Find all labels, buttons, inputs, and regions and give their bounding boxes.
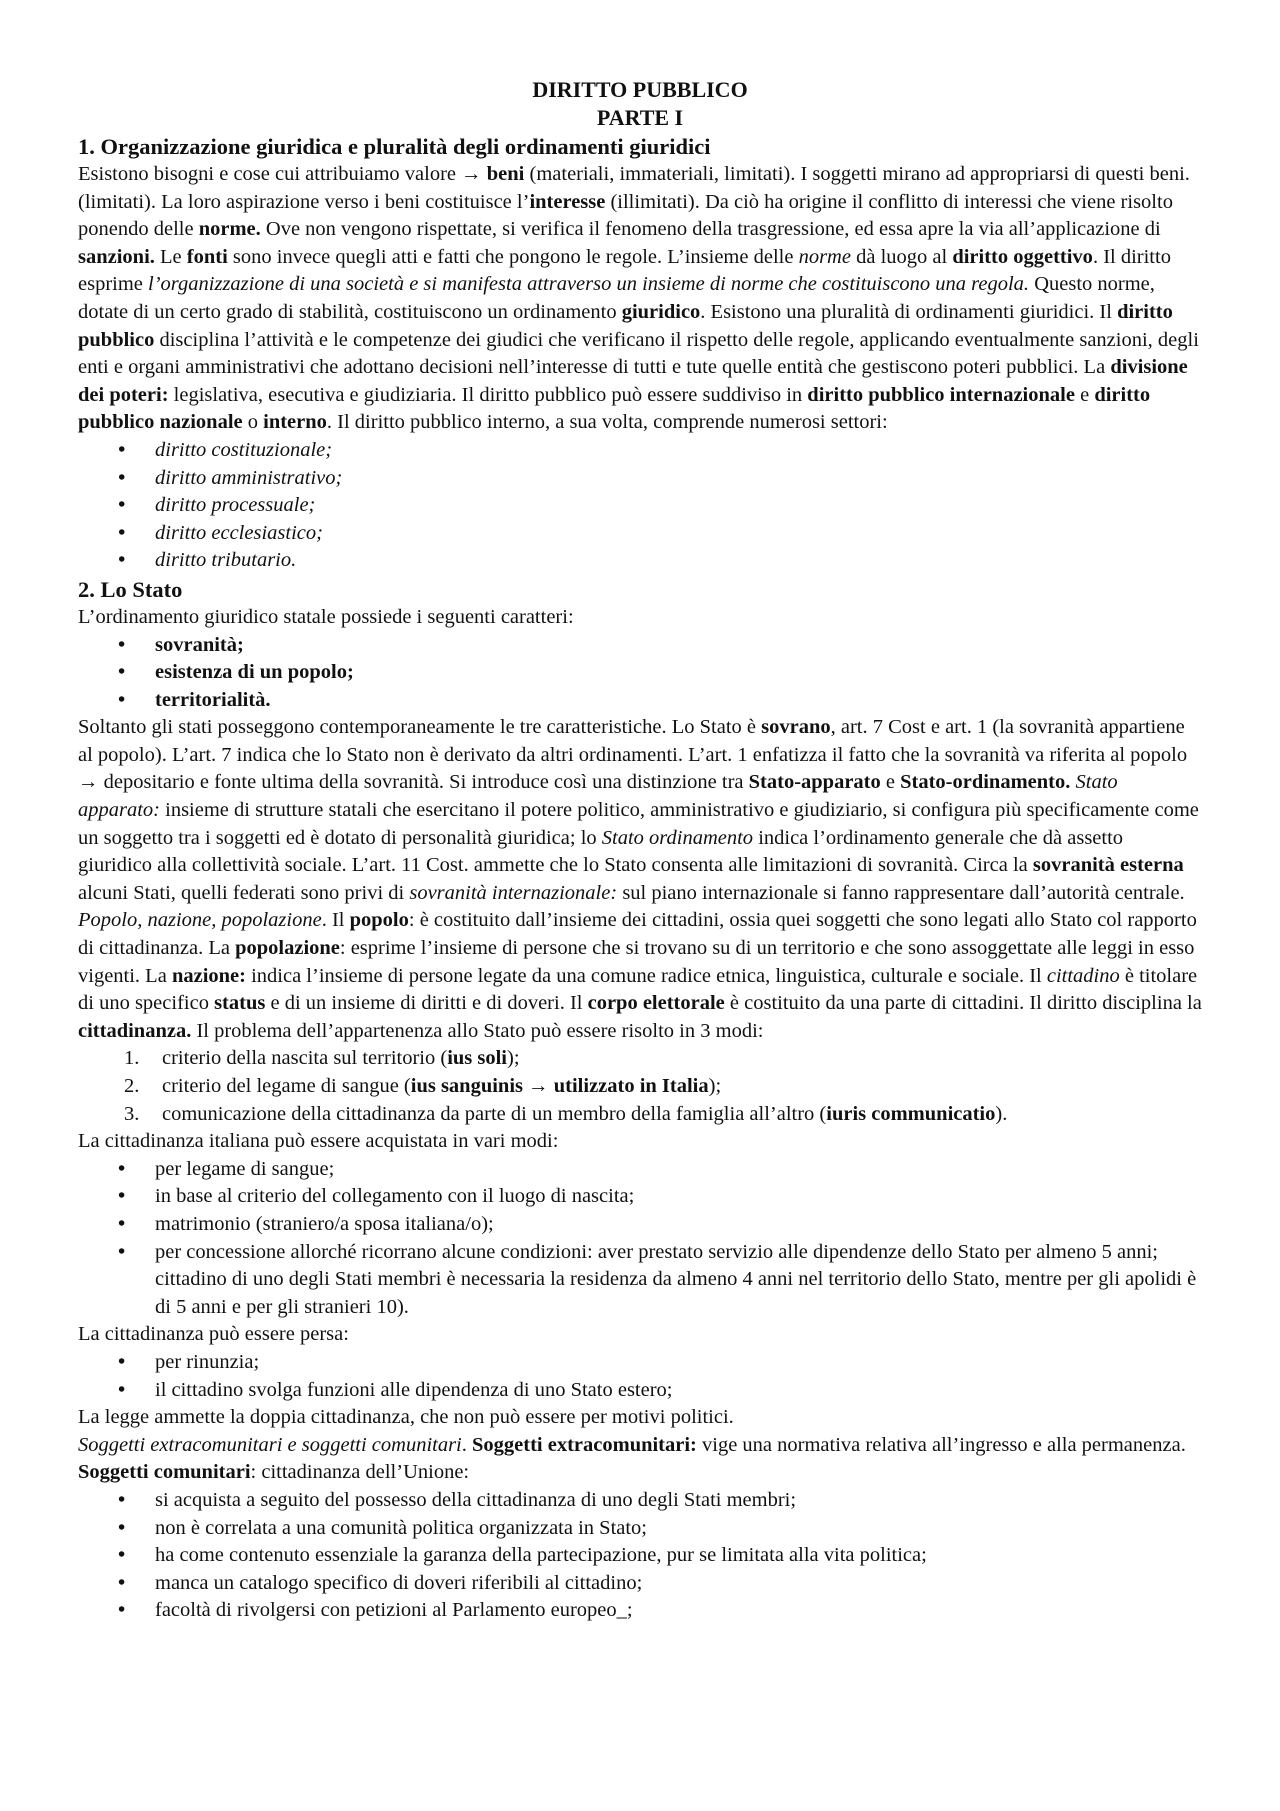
list-item: • si acquista a seguito del possesso della cittadinanza di uno degli Stati membri; <box>78 1487 1202 1515</box>
list-item: • esistenza di un popolo; <box>78 659 1202 687</box>
law-sectors-list <box>78 437 1202 575</box>
document-subtitle: PARTE I <box>596 105 684 130</box>
list-item: • per rinunzia; <box>78 1349 1202 1377</box>
list-item: 1. criterio della nascita sul territorio (ius soli); <box>124 1047 520 1070</box>
citizenship-criteria-list <box>78 1045 1202 1128</box>
acquisition-intro: La cittadinanza italiana può essere acquistata in vari modi: <box>78 1130 559 1153</box>
list-item: • per concessione allorché ricorrano alcune condizioni: aver prestato servizio alle dipendenze dello Stato per almeno 5 anni; cittadino di uno degli Stati membri è necessaria la residenza da almeno 4 anni nel territorio dello Stato, mentre per gli apolidi è di 5 anni e per gli stranieri 10). <box>78 1239 1202 1322</box>
list-item: 3. comunicazione della cittadinanza da parte di un membro della famiglia all’altro (iuris communicatio). <box>124 1102 1008 1125</box>
section-2-intro: L’ordinamento giuridico statale possiede i seguenti caratteri: <box>78 605 574 628</box>
loss-intro: La cittadinanza può essere persa: <box>78 1323 349 1346</box>
list-item: • facoltà di rivolgersi con petizioni al Parlamento europeo_; <box>78 1597 1202 1625</box>
list-item: • sovranità; <box>78 632 1202 660</box>
list-item: • ha come contenuto essenziale la garanza della partecipazione, pur se limitata alla vita politica; <box>78 1542 1202 1570</box>
section-1-heading: 1. Organizzazione giuridica e pluralità degli ordinamenti giuridici <box>78 134 711 159</box>
community-paragraph: Soggetti extracomunitari e soggetti comunitari. Soggetti extracomunitari: vige una normativa relativa all’ingresso e alla permanenza. Soggetti comunitari: cittadinanza dell’Unione: <box>78 1433 1186 1484</box>
state-characteristics-list <box>78 632 1202 715</box>
list-item: • diritto costituzionale; <box>78 437 1202 465</box>
list-item: • matrimonio (straniero/a sposa italiana/o); <box>78 1211 1202 1239</box>
section-1-paragraph: Esistono bisogni e cose cui attribuiamo valore → beni (materiali, immateriali, limitati). I soggetti mirano ad appropriarsi di questi beni. (limitati). La loro aspirazione verso i beni costituisce l’interesse (illimitati). Da ciò ha origine il conflitto di interessi che viene risolto ponendo delle norme. Ove non vengono rispettate, si verifica il fenomeno della trasgressione, ed essa apre la via all’applicazione di sanzioni. Le fonti sono invece quegli atti e fatti che pongono le regole. L’insieme delle norme dà luogo al diritto oggettivo. Il diritto esprime l’organizzazione di una società e si manifesta attraverso un insieme di norme che costituiscono una regola. Questo norme, dotate di un certo grado di stabilità, costituiscono un ordinamento giuridico. Esistono una pluralità di ordinamenti giuridici. Il diritto pubblico disciplina l’attività e le competenze dei giudici che verificano il rispetto delle regole, applicando eventualmente sanzioni, degli enti e organi amministrativi che adottano decisioni nell’interesse di tutti e tute quelle entità che gestiscono poteri pubblici. La divisione dei poteri: legislativa, esecutiva e giudiziaria. Il diritto pubblico può essere suddiviso in diritto pubblico internazionale e diritto pubblico nazionale o interno. Il diritto pubblico interno, a sua volta, comprende numerosi settori: <box>78 163 1199 434</box>
acquisition-list <box>78 1156 1202 1322</box>
list-item: • il cittadino svolga funzioni alle dipendenza di uno Stato estero; <box>78 1377 1202 1405</box>
loss-list <box>78 1349 1202 1404</box>
document-page <box>78 76 1202 1625</box>
document-title: DIRITTO PUBBLICO <box>532 77 748 102</box>
list-item: • per legame di sangue; <box>78 1156 1202 1184</box>
list-item: • diritto processuale; <box>78 492 1202 520</box>
list-item: • diritto tributario. <box>78 547 1202 575</box>
eu-citizenship-list <box>78 1487 1202 1625</box>
list-item: • in base al criterio del collegamento con il luogo di nascita; <box>78 1183 1202 1211</box>
list-item: • manca un catalogo specifico di doveri riferibili al cittadino; <box>78 1570 1202 1598</box>
double-citizenship-text: La legge ammette la doppia cittadinanza, che non può essere per motivi politici. <box>78 1406 734 1429</box>
list-item: • diritto amministrativo; <box>78 465 1202 493</box>
section-2-paragraph: Soltanto gli stati posseggono contemporaneamente le tre caratteristiche. Lo Stato è sovrano, art. 7 Cost e art. 1 (la sovranità appartiene al popolo). L’art. 7 indica che lo Stato non è derivato da altri ordinamenti. L’art. 1 enfatizza il fatto che la sovranità va riferita al popolo → depositario e fonte ultima della sovranità. Si introduce così una distinzione tra Stato-apparato e Stato-ordinamento. Stato apparato: insieme di strutture statali che esercitano il potere politico, amministrativo e giudiziario, si configura più specificamente come un soggetto tra i soggetti ed è dotato di personalità giuridica; lo Stato ordinamento indica l’ordinamento generale che dà assetto giuridico alla collettività sociale. L’art. 11 Cost. ammette che lo Stato consenta alle limitazioni di sovranità. Circa la sovranità esterna alcuni Stati, quelli federati sono privi di sovranità internazionale: sul piano internazionale si fanno rappresentare dall’autorità centrale. Popolo, nazione, popolazione. Il popolo: è costituito dall’insieme dei cittadini, ossia quei soggetti che sono legati allo Stato col rapporto di cittadinanza. La popolazione: esprime l’insieme di persone che si trovano su di un territorio e che sono assoggettate alle leggi in esso vigenti. La nazione: indica l’insieme di persone legate da una comune radice etnica, linguistica, culturale e sociale. Il cittadino è titolare di uno specifico status e di un insieme di diritti e di doveri. Il corpo elettorale è costituito da una parte di cittadini. Il diritto disciplina la cittadinanza. Il problema dell’appartenenza allo Stato può essere risolto in 3 modi: <box>78 716 1202 1042</box>
list-item: 2. criterio del legame di sangue (ius sanguinis → utilizzato in Italia); <box>124 1075 722 1097</box>
section-2-heading: 2. Lo Stato <box>78 576 183 602</box>
list-item: • diritto ecclesiastico; <box>78 520 1202 548</box>
list-item: • territorialità. <box>78 687 1202 715</box>
list-item: • non è correlata a una comunità politica organizzata in Stato; <box>78 1515 1202 1543</box>
